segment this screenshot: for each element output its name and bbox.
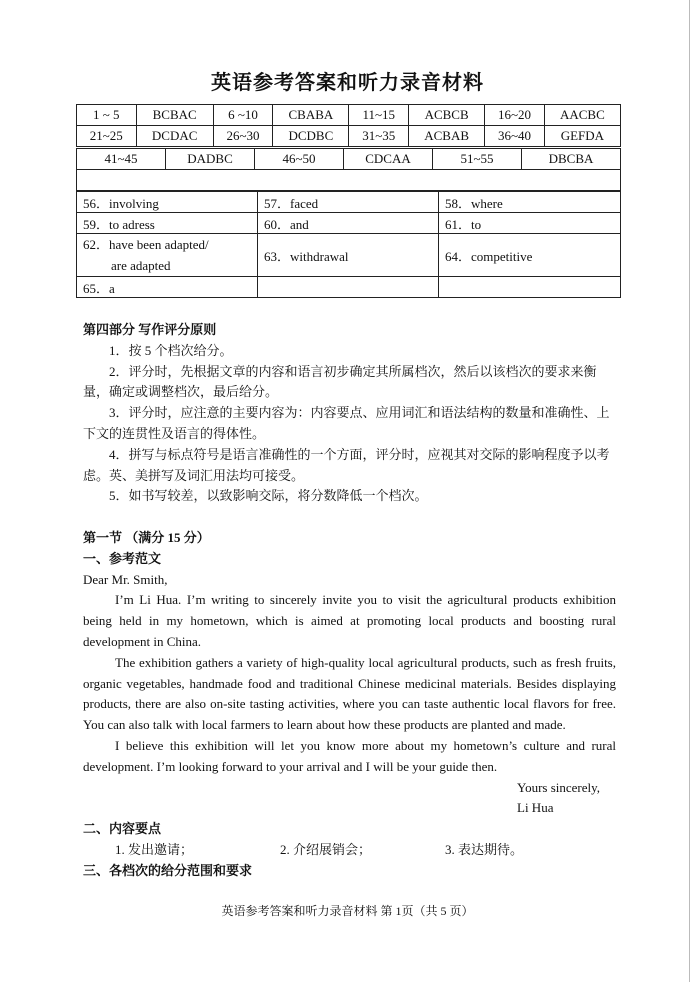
section1 (83, 528, 616, 882)
cell-line: are adapted (111, 258, 171, 273)
cell: 16~20 (485, 105, 545, 126)
letter-paragraph: I’m Li Hua. I’m writing to sincerely invite you to visit the agricultural products exhibition being held in my hometown, which is aimed at promoting local products and boosting rural development in China. (83, 592, 616, 649)
rule: 5．如书写较差，以致影响交际，将分数降低一个档次。 (109, 488, 428, 504)
cell: BCBAC (136, 105, 213, 126)
point: 1. 发出邀请； (115, 841, 194, 857)
table-row (77, 149, 621, 170)
cell (258, 277, 439, 298)
table-row (77, 192, 621, 213)
cell: 21~25 (77, 126, 137, 147)
table-row (77, 213, 621, 234)
cell: DADBC (166, 149, 255, 170)
sub-heading: 一、参考范文 (83, 550, 162, 566)
table-row (77, 277, 621, 298)
cell: 36~40 (485, 126, 545, 147)
fill-table (76, 191, 621, 298)
table-row (77, 126, 621, 147)
letter-paragraph: The exhibition gathers a variety of high-quality local agricultural products, such as fresh fruits, organic vegetables, handmade food and traditional Chinese medicinal materials. Besides displaying products, there are also on-site tasting activities, where you can taste authentic local flavors for free. You can also talk with local farmers to learn about how these products are planted and made. (83, 654, 616, 733)
cell: 61．to (439, 213, 621, 234)
cell: 64．competitive (439, 234, 621, 277)
cell: 31~35 (349, 126, 409, 147)
cell-line: 62．have been adapted/ (83, 237, 209, 252)
page-footer: 英语参考答案和听力录音材料 第 1页（共 5 页） (221, 904, 474, 918)
answer-table-row12 (76, 104, 621, 147)
cell: 63．withdrawal (258, 234, 439, 277)
letter-signature: Li Hua (517, 800, 554, 816)
cell: 11~15 (349, 105, 409, 126)
cell: 60．and (258, 213, 439, 234)
page-title: 英语参考答案和听力录音材料 (211, 72, 484, 94)
cell: 57．faced (258, 192, 439, 213)
rule: 4．拼写与标点符号是语言准确性的一个方面，评分时，应视其对交际的影响程度予以考虑。英、美拼写及词汇用法均可接受。 (83, 446, 610, 483)
cell: 6 ~10 (213, 105, 273, 126)
cell: 51~55 (433, 149, 522, 170)
cell (439, 277, 621, 298)
table-row (77, 234, 621, 277)
cell: CDCAA (344, 149, 433, 170)
cell (77, 234, 258, 277)
table-row (77, 105, 621, 126)
cell: 46~50 (255, 149, 344, 170)
cell: 26~30 (213, 126, 273, 147)
writing-rules (83, 320, 616, 507)
cell: GEFDA (544, 126, 620, 147)
cell: ACBCB (409, 105, 485, 126)
point: 2. 介绍展销会； (280, 841, 372, 857)
cell: AACBC (544, 105, 620, 126)
rule: 1．按 5 个档次给分。 (109, 342, 233, 358)
sub-heading: 二、内容要点 (83, 821, 162, 837)
rule: 2．评分时，先根据文章的内容和语言初步确定其所属档次，然后以该档次的要求来衡量，确定或调整档次，最后给分。 (83, 363, 597, 400)
cell: 56．involving (77, 192, 258, 213)
section-heading: 第一节 （满分 15 分） (83, 530, 210, 545)
answer-table-row3 (76, 148, 621, 191)
cell: 1 ~ 5 (77, 105, 137, 126)
cell: 41~45 (77, 149, 166, 170)
letter-greeting: Dear Mr. Smith, (83, 571, 168, 587)
cell: DBCBA (522, 149, 621, 170)
cell: 58．where (439, 192, 621, 213)
rule: 3．评分时，应注意的主要内容为：内容要点、应用词汇和语法结构的数量和准确性、上下文的连贯性及语言的得体性。 (83, 405, 610, 441)
content-points (83, 840, 616, 861)
cell: 65．a (77, 277, 258, 298)
cell: DCDAC (136, 126, 213, 147)
cell: CBABA (273, 105, 349, 126)
point: 3. 表达期待。 (445, 841, 524, 857)
cell (77, 170, 621, 191)
section-heading: 第四部分 写作评分原则 (83, 322, 217, 337)
page-edge (689, 0, 690, 982)
cell: 59．to adress (77, 213, 258, 234)
letter-closing: Yours sincerely, (517, 779, 601, 795)
table-row-empty (77, 170, 621, 191)
cell: ACBAB (409, 126, 485, 147)
sub-heading: 三、各档次的给分范围和要求 (83, 862, 253, 878)
cell: DCDBC (273, 126, 349, 147)
letter-paragraph: I believe this exhibition will let you know more about my hometown’s culture and rural development. I’m looking forward to your arrival and I will be your guide then. (83, 737, 616, 774)
